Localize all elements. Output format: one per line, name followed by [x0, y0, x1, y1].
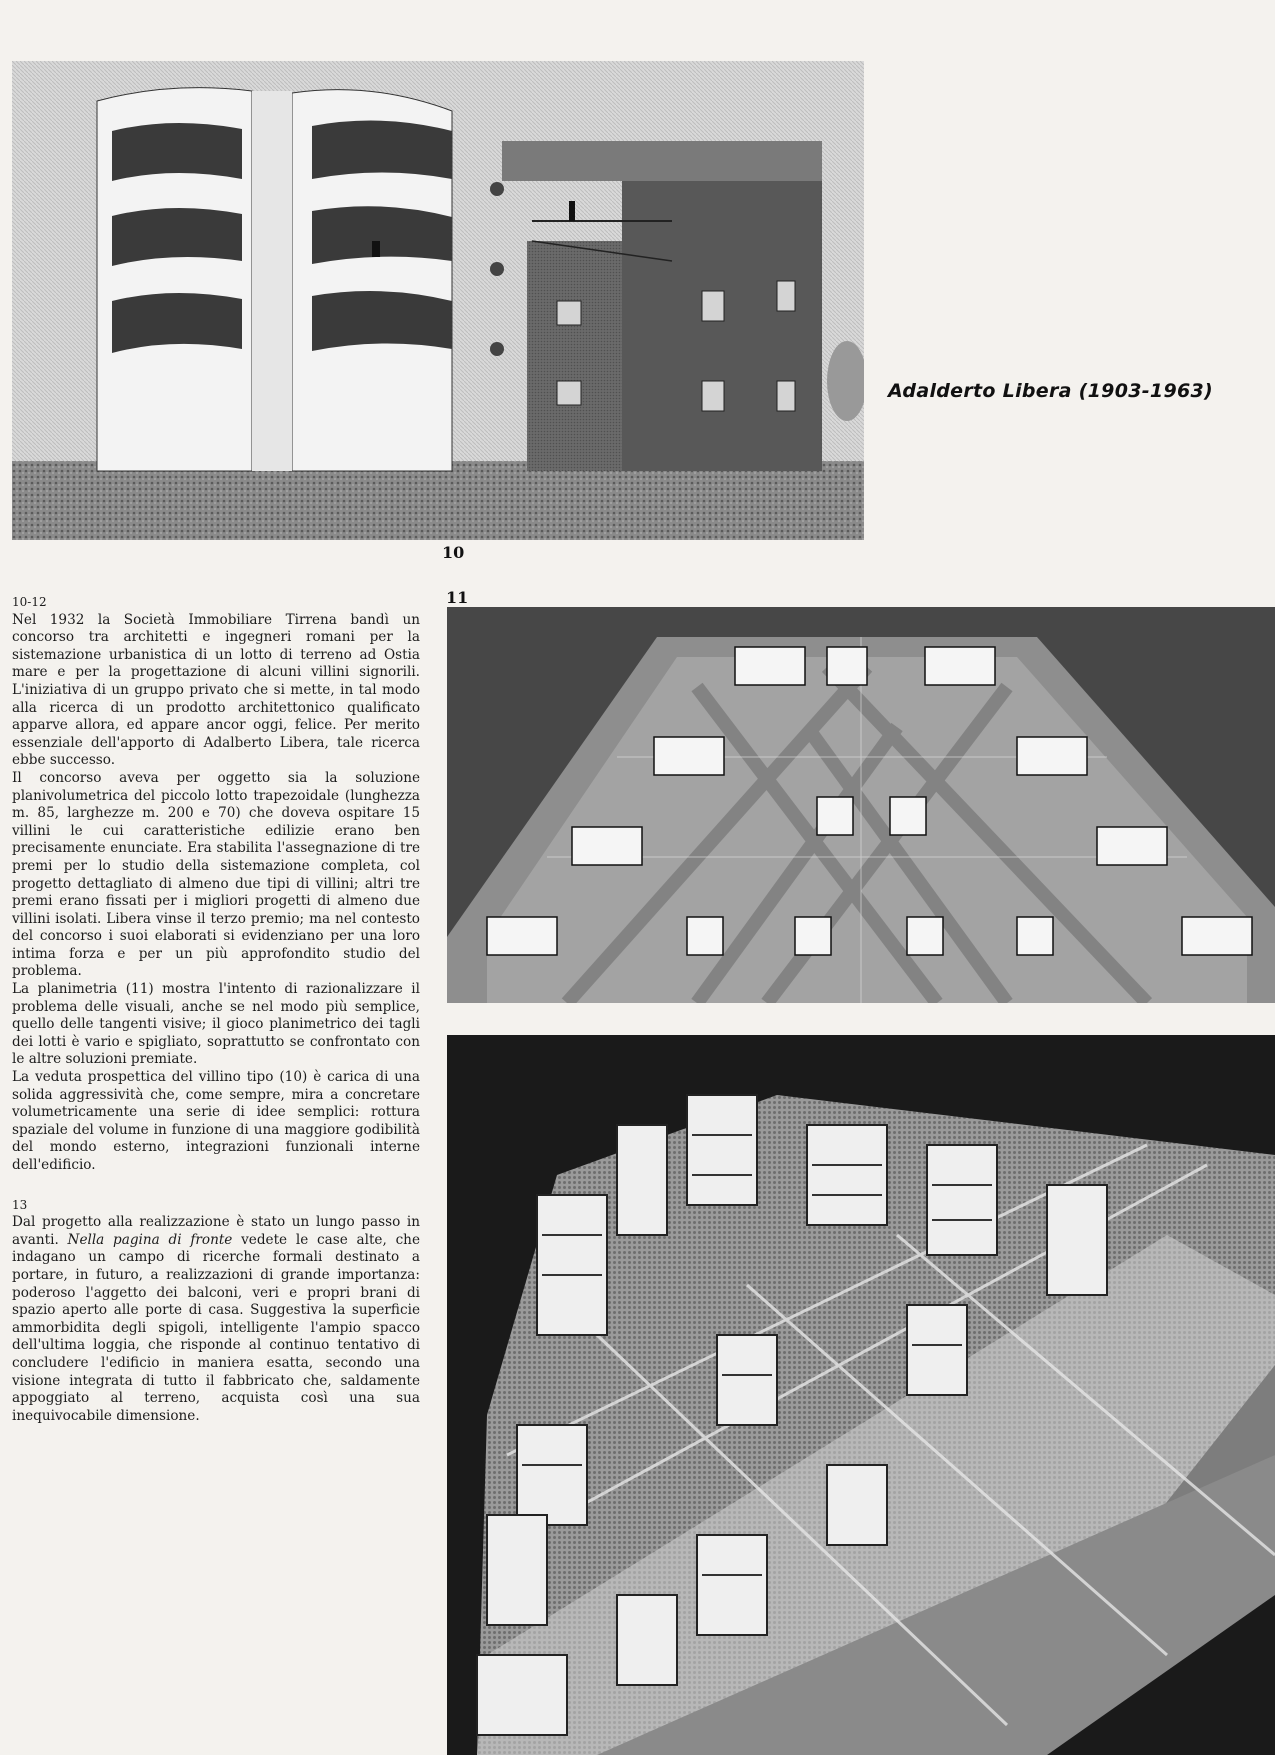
- paragraph-3: La planimetria (11) mostra l'intento di razionalizzare il problema delle visuali, anche se nel modo più semplice, quello delle tangenti visive; il gioco planimetrico dei tagli dei lotti è vario e spigliato, soprattutto se confrontato con le altre soluzioni premiate.: [12, 981, 420, 1068]
- aerial-model-photo-icon: [447, 1035, 1275, 1755]
- section-label-13: 13: [12, 1197, 28, 1212]
- figure-10-villa-perspective: [12, 61, 864, 540]
- figure-10-label: 10: [442, 543, 465, 562]
- figure-11-label: 11: [446, 588, 469, 607]
- page-heading: Adalderto Libera (1903-1963): [888, 380, 1213, 402]
- paragraph-4: La veduta prospettica del villino tipo (10) è carica di una solida aggressività che, come sempre, mira a concretare volumetricamente una serie di idee semplici: rottura spaziale del volume in funzione di una maggiore godibilità del mondo esterno, integrazioni funzionali interne dell'edificio.: [12, 1069, 420, 1173]
- paragraph-5: [12, 1214, 420, 1425]
- figure-11-site-plan: [447, 607, 1275, 1003]
- body-text-column: [12, 594, 420, 1425]
- paragraph-5-emphasis: Nella pagina di fronte: [67, 1231, 233, 1248]
- paragraph-1: Nel 1932 la Società Immobiliare Tirrena bandì un concorso tra architetti e ingegneri romani per la sistemazione urbanistica di un lotto di terreno ad Ostia mare e per la progettazione di alcuni villini signorili. L'iniziativa di un gruppo privato che si mette, in tal modo alla ricerca di un prodotto architettonico qualificato apparve allora, ed appare ancor oggi, felice. Per merito essenziale dell'apporto di Adalberto Libera, tale ricerca ebbe successo.: [12, 611, 420, 769]
- figure-13-model-photo: [447, 1035, 1275, 1755]
- villa-perspective-drawing-icon: [12, 61, 864, 540]
- section-label-10-12: 10-12: [12, 595, 47, 609]
- paragraph-5-start: Dal progetto alla realizzazione è stato un lungo passo in avanti.: [12, 1214, 420, 1248]
- paragraph-5-end: vedete le case alte, che indagano un campo di ricerche formali destinato a portare, in futuro, a realizzazioni di grande importanza: poderoso l'aggetto dei balconi, veri e propri brani di spazio aperto alle porte di casa. Suggestiva la superficie ammorbidita degli spigoli, intelligente l'ampio spacco dell'ultima loggia, che risponde al continuo tentativo di concludere l'edificio in maniera esatta, secondo una visione integrata di tutto il fabbricato che, saldamente appoggiato al terreno, acquista così una sua inequivocabile dimensione.: [12, 1231, 420, 1424]
- paragraph-2: Il concorso aveva per oggetto sia la soluzione planivolumetrica del piccolo lotto trapezoidale (lunghezza m. 85, larghezze m. 200 e 70) che doveva ospitare 15 villini le cui caratteristiche edilizie erano ben precisamente enunciate. Era stabilita l'assegnazione di tre premi per lo studio della sistemazione completa, col progetto dettagliato di almeno due tipi di villini; altri tre premi erano fissati per i migliori progetti di almeno due villini isolati. Libera vinse il terzo premio; ma nel contesto del concorso i suoi elaborati si evidenziano per una loro intima forza e per un più approfondito studio del problema.: [12, 769, 420, 980]
- site-plan-drawing-icon: [447, 607, 1275, 1003]
